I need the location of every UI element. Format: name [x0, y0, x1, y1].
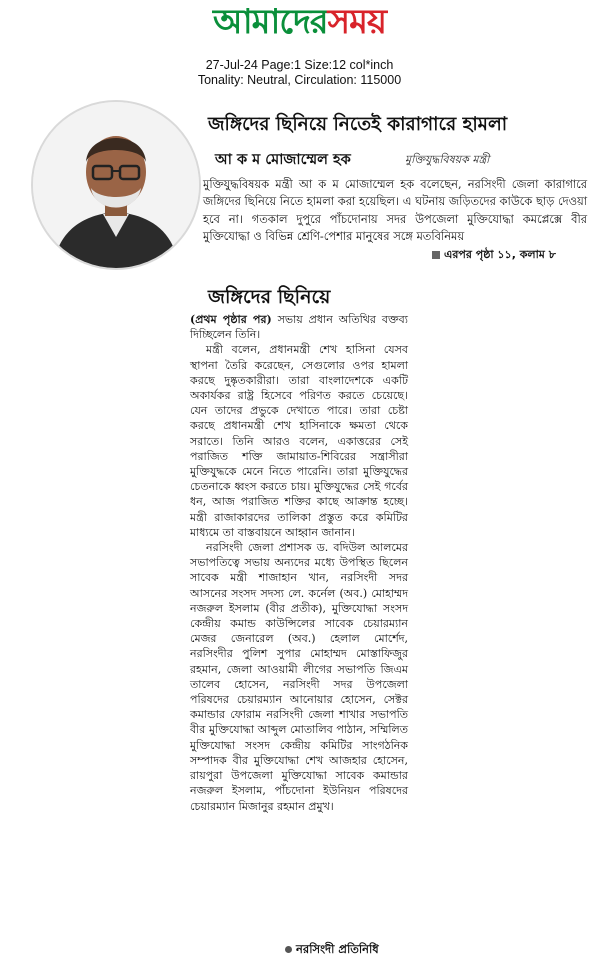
clipping-meta-line2: Tonality: Neutral, Circulation: 115000: [197, 73, 402, 87]
bullet-icon: [285, 946, 292, 953]
body-paragraph: নরসিংদী জেলা প্রশাসক ড. বদিউল আলমের সভাপতিত্বে সভায় অন্যদের মধ্যে উপস্থিত ছিলেন সাবেক মন্ত্রী শাজাহান খান, নরসিংদী সদর আসনের সংসদ সদস্য লে. কর্নেল (অব.) মোহাম্মদ নজরুল ইসলাম (বীর প্রতীক), মুক্তিযোদ্ধা সংসদ কেন্দ্রীয় কমান্ড কাউন্সিলের সাবেক চেয়ারম্যান মেজর জেনারেল (অব.) হেলাল মোর্শেদ, নরসিংদীর পুলিশ সুপার মোহাম্মদ মোস্তাফিজুর রহমান, জেলা আওয়ামী লীগের সভাপতি জিএম তালেব হোসেন, নরসিংদী সদর উপজেলা পরিষদের চেয়ারম্যান আনোয়ার হোসেন, সেক্টর কমান্ডার ফোরাম নরসিংদী জেলা শাখার সভাপতি বীর মুক্তিযোদ্ধা আব্দুল মোতালিব পাঠান, সম্মিলিত মুক্তিযোদ্ধা সংসদ কেন্দ্রীয় কমিটির সাংগঠনিক সম্পাদক বীর মুক্তিযোদ্ধা শেখ আজহার হোসেন, রায়পুরা উপজেলা মুক্তিযোদ্ধা সাবেক কমান্ডার নজরুল ইসলাম, পাঁচদোনা ইউনিয়ন পরিষদের চেয়ারম্যান মিজানুর রহমান প্রমুখ।: [190, 541, 408, 813]
continued-from-label: (প্রথম পৃষ্ঠার পর): [190, 313, 272, 326]
continuation-headline: জঙ্গিদের ছিনিয়ে: [208, 286, 331, 308]
body-paragraph: মন্ত্রী বলেন, প্রধানমন্ত্রী শেখ হাসিনা যেসব স্থাপনা তৈরি করেছেন, সেগুলোর ওপর হামলা করছে দুষ্কৃতকারীরা। তারা বাংলাদেশকে একটি অকার্যকর রাষ্ট্র হিসেবে পরিণত করতে চেয়েছে। যেন তাদের প্রভুকে দেখাতে পারে। তারা চেষ্টা করছে প্রধানমন্ত্রী শেখ হাসিনাকে ক্ষমতা থেকে সরাতে। তিনি আরও বলেন, একাত্তরের সেই পরাজিত শক্তি জামায়াত-শিবিরের সন্ত্রাসীরা মুক্তিযুদ্ধকে মেনে নিতে পারেনি। তারা মুক্তিযুদ্ধের চেতনাকে ধ্বংস করতে চায়। মুক্তিযুদ্ধের সেই গর্বের ধন, আজ পরাজিত শক্তির কাছে আক্রান্ত হচ্ছে। মন্ত্রী রাজাকারদের তালিকা প্রস্তুত করে কমিটির মাধ্যমে তা বাস্তবায়নে আহ্বান জানান।: [190, 343, 408, 539]
correspondent-credit: নরসিংদী প্রতিনিধি: [285, 941, 379, 960]
byline-name: আ ক ম মোজাম্মেল হক: [215, 152, 351, 168]
continued-note: এরপর পৃষ্ঠা ১১, কলাম ৮: [432, 246, 556, 265]
article-headline: জঙ্গিদের ছিনিয়ে নিতেই কারাগারে হামলা: [208, 114, 508, 135]
square-bullet-icon: [432, 251, 440, 259]
body-paragraph: (প্রথম পৃষ্ঠার পর) সভায় প্রধান অতিথির বক্তব্য দিচ্ছিলেন তিনি।: [190, 313, 408, 342]
minister-photo: [31, 100, 201, 270]
clipping-meta-line1: 27-Jul-24 Page:1 Size:12 col*inch: [205, 58, 394, 72]
byline-role: মুক্তিযুদ্ধবিষয়ক মন্ত্রী: [405, 153, 490, 166]
article-body: [190, 312, 408, 814]
lead-paragraph: মুক্তিযুদ্ধবিষয়ক মন্ত্রী আ ক ম মোজাম্মেল হক বলেছেন, নরসিংদী জেলা কারাগারে জঙ্গিদের ছিনিয়ে নিতে হামলা করা হয়েছিল। এ ঘটনায় জড়িতদের কাউকে ছাড় দেওয়া হবে না। গতকাল দুপুরে পাঁচদোনায় সদর উপজেলা মুক্তিযোদ্ধা কমপ্লেক্সে বীর মুক্তিযোদ্ধা ও বিভিন্ন শ্রেণি-পেশার মানুষের সঙ্গে মতবিনিময়: [203, 177, 587, 244]
newspaper-logo: আমাদেরসময়: [213, 2, 386, 42]
masthead: [0, 0, 599, 50]
